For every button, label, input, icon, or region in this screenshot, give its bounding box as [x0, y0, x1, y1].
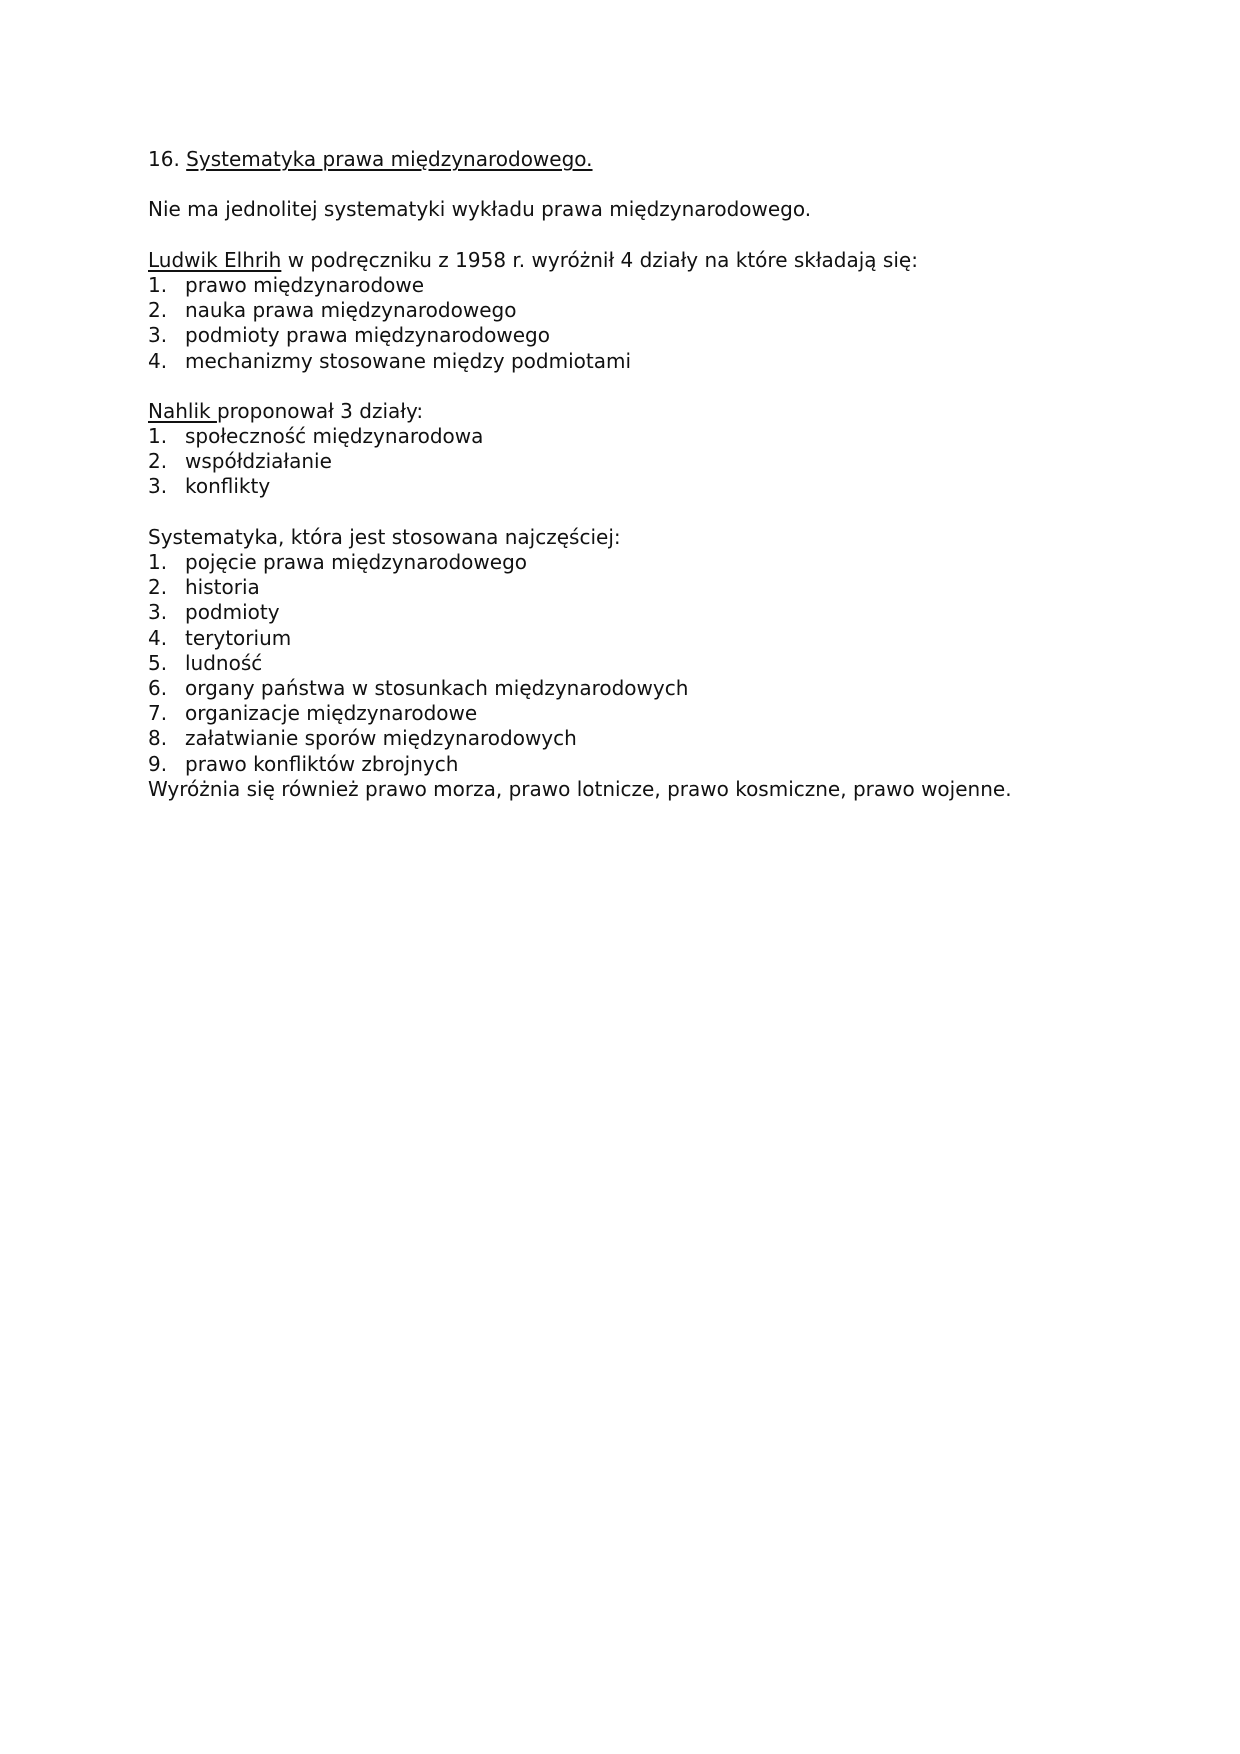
section1-author: Ludwik Elhrih	[148, 247, 282, 272]
section1-list	[148, 273, 1128, 374]
section3-list	[148, 550, 1128, 777]
section-heading	[148, 147, 1128, 172]
list-item: 1. pojęcie prawa międzynarodowego	[148, 550, 528, 574]
heading-number: 16.	[148, 147, 180, 171]
closing-paragraph: Wyróżnia się również prawo morza, prawo lotnicze, prawo kosmiczne, prawo wojenne.	[148, 776, 1012, 801]
list-item: 9. prawo konfliktów zbrojnych	[148, 751, 459, 776]
section3-lead: Systematyka, która jest stosowana najczęściej:	[148, 524, 621, 549]
section2-lead	[148, 399, 1128, 424]
list-item: 1. prawo międzynarodowe	[148, 272, 425, 297]
list-item: 2. historia	[148, 575, 260, 600]
list-item: 8. załatwianie sporów międzynarodowych	[148, 726, 577, 751]
list-item: 2. nauka prawa międzynarodowego	[148, 298, 517, 323]
list-item: 6. organy państwa w stosunkach międzynarodowych	[148, 675, 689, 700]
section1-lead-text: w podręczniku z 1958 r. wyróżnił 4 działy na które składają się:	[287, 247, 918, 272]
heading-title: Systematyka prawa międzynarodowego.	[186, 147, 593, 171]
list-item: 5. ludność	[148, 650, 263, 675]
list-item: 4. terytorium	[148, 625, 292, 650]
section1-lead	[148, 248, 1128, 273]
section2-lead-text: proponował 3 działy:	[216, 398, 424, 423]
list-item: 2. współdziałanie	[148, 449, 332, 474]
list-item: 1. społeczność międzynarodowa	[148, 424, 484, 449]
list-item: 7. organizacje międzynarodowe	[148, 701, 478, 726]
document-page	[148, 147, 1128, 802]
list-item: 3. podmioty prawa międzynarodowego	[148, 323, 550, 348]
section2-list	[148, 424, 1128, 500]
list-item: 3. podmioty	[148, 600, 280, 625]
list-item: 4. mechanizmy stosowane między podmiotami	[148, 348, 631, 373]
section2-author: Nahlik	[148, 398, 217, 423]
list-item: 3. konflikty	[148, 474, 271, 499]
intro-paragraph: Nie ma jednolitej systematyki wykładu prawa międzynarodowego.	[148, 197, 812, 222]
